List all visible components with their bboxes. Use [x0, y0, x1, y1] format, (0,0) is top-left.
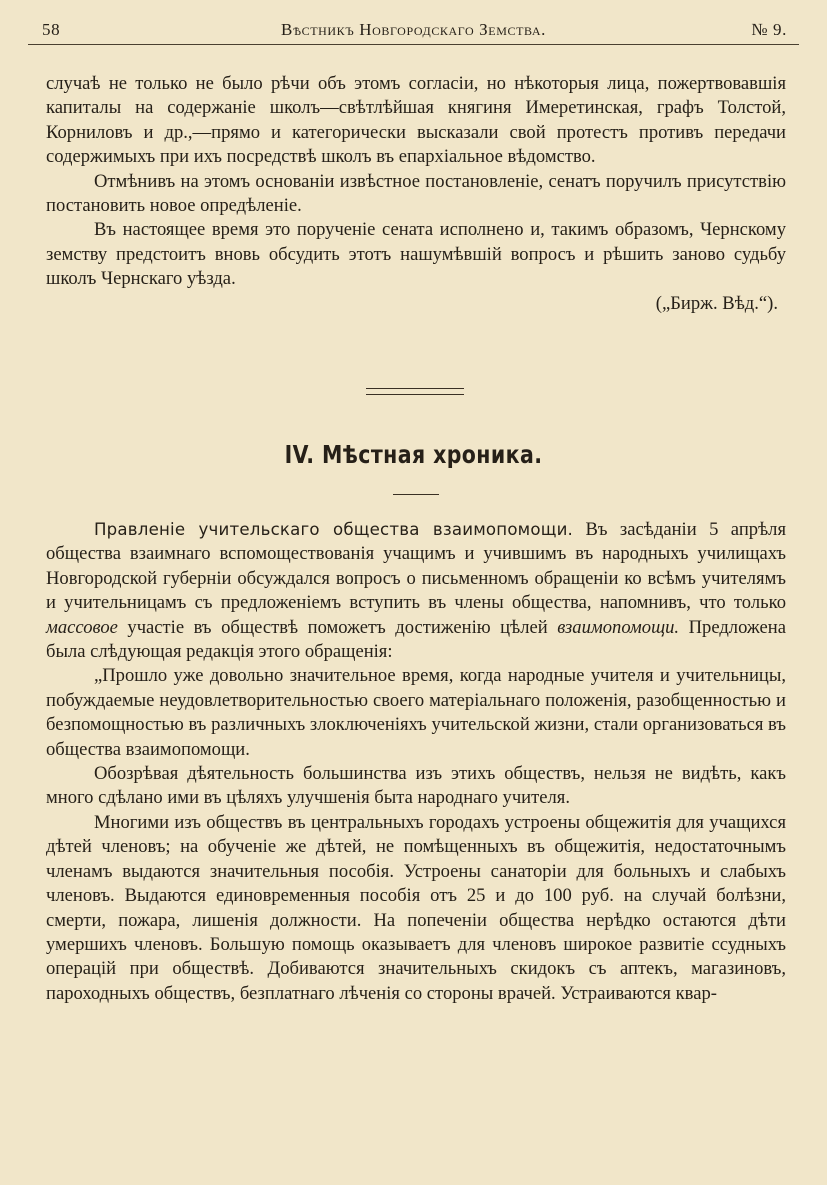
paragraph: Многими изъ обществъ въ центральныхъ городахъ устроены общежитія для учащихся дѣтей членовъ; на обученіе же дѣтей, не помѣщенныхъ въ общежитія, недостаточнымъ членамъ выдаются значительныя пособія. Устроены санаторіи для больныхъ и слабыхъ членовъ. Выдаются единовременныя пособія отъ 25 и до 100 руб. на случай болѣзни, смерти, пожара, лишенія должности. На попеченіи общества нерѣдко остаются дѣти умершихъ членовъ. Большую помощь оказываетъ для членовъ широкое развитіе ссудныхъ операцій при обществѣ. Добиваются значительныхъ скидокъ съ аптекъ, магазиновъ, пароходныхъ обществъ, безплатнаго лѣченія со стороны врачей. Устраиваются квар- — [46, 811, 786, 1004]
page-number: 58 — [42, 20, 61, 39]
chronicle-text — [46, 518, 786, 1006]
heading-underline — [393, 494, 439, 495]
source-signature: („Бирж. Вѣд.“). — [655, 292, 778, 314]
issue-number: № 9. — [751, 20, 787, 39]
paragraph: Отмѣнивъ на этомъ основаніи извѣстное постановленіе, сенатъ поручилъ присутствію постановить новое опредѣленіе. — [46, 170, 786, 217]
running-header — [28, 18, 799, 45]
article-continuation — [46, 72, 786, 316]
paragraph: случаѣ не только не было рѣчи объ этомъ согласіи, но нѣкоторыя лица, пожертвовавшія капиталы на содержаніе школъ—свѣтлѣйшая княгиня Имеретинская, графъ Толстой, Корниловъ и др.,—прямо и категорически высказали свой протестъ противъ передачи содержимыхъ при ихъ посредствѣ школъ въ епархіальное вѣдомство. — [46, 73, 786, 168]
text-span: Предложена была слѣдующая редакція этого обращенія: — [46, 616, 786, 663]
journal-title: Вѣстникъ Новгородскаго Земства. — [281, 20, 546, 39]
section-divider — [366, 388, 464, 395]
chronicle-lead: Правленіе учительскаго общества взаимопомощи. — [94, 520, 574, 539]
text-span: Въ засѣданіи 5 апрѣля общества взаимнаго вспомоществованія учащимъ и учившимъ въ народныхъ училищахъ Новгородской губерніи обсуждался вопросъ о письменномъ обращеніи ко всѣмъ учителямъ и учительницамъ съ предложеніемъ вступить въ члены общества, напомнивъ, что только — [46, 519, 786, 614]
section-heading: IV. Мѣстная хроника. — [284, 440, 543, 469]
paragraph: Обозрѣвая дѣятельность большинства изъ этихъ обществъ, нельзя не видѣть, какъ много сдѣлано ими въ цѣляхъ улучшенія быта народнаго учителя. — [46, 763, 786, 809]
paragraph: „Прошло уже довольно значительное время, когда народные учителя и учительницы, побуждаемые неудовлетворительностью своего матеріальнаго положенія, разобщенностью и безпомощностью въ различныхъ злоключеніяхъ учительской жизни, стали организоваться въ общества взаимопомощи. — [46, 665, 786, 760]
emphasis: массовое — [46, 616, 118, 638]
emphasis: взаимопомощи. — [557, 616, 680, 638]
paragraph — [46, 518, 786, 664]
text-span: участіе въ обществѣ поможетъ достиженію цѣлей — [127, 616, 548, 638]
paragraph: Въ настоящее время это порученіе сената исполнено и, такимъ образомъ, Чернскому земству предстоитъ вновь обсудить этотъ нашумѣвшій вопросъ и рѣшить заново судьбу школъ Чернскаго уѣзда. — [46, 219, 786, 290]
